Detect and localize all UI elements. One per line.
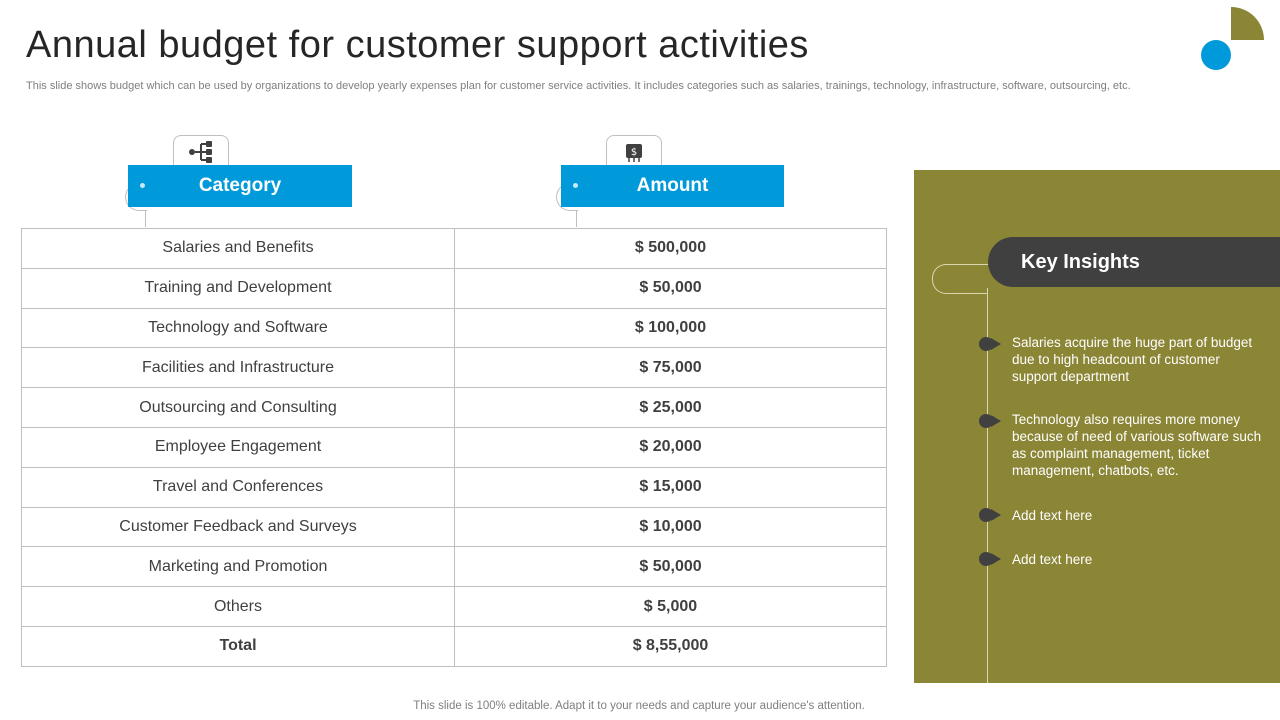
header-dot: [140, 183, 145, 188]
category-cell: Outsourcing and Consulting: [22, 388, 455, 428]
dollar-box-icon: [606, 135, 662, 167]
header-connector-tail: [576, 211, 577, 227]
bullet-arrow-icon: [979, 507, 1001, 523]
category-cell: Technology and Software: [22, 308, 455, 348]
slide-title: Annual budget for customer support activities: [26, 24, 809, 66]
category-cell: Training and Development: [22, 268, 455, 308]
table-row: [22, 348, 887, 388]
amount-cell: $ 20,000: [455, 427, 887, 467]
table-row: [22, 587, 887, 627]
total-amount-cell: $ 8,55,000: [455, 626, 887, 666]
total-row: [22, 626, 887, 666]
insight-text: Add text here: [1012, 508, 1093, 523]
category-cell: Employee Engagement: [22, 427, 455, 467]
amount-cell: $ 15,000: [455, 467, 887, 507]
bullet-arrow-icon: [979, 336, 1001, 352]
table-row: [22, 388, 887, 428]
amount-cell: $ 5,000: [455, 587, 887, 627]
hierarchy-icon: [173, 135, 229, 167]
amount-cell: $ 10,000: [455, 507, 887, 547]
amount-cell: $ 100,000: [455, 308, 887, 348]
table-row: [22, 427, 887, 467]
decorative-circle: [1201, 40, 1231, 70]
insight-text: Salaries acquire the huge part of budget due to high headcount of customer support department: [1012, 335, 1253, 384]
table-row: [22, 467, 887, 507]
footer-note: This slide is 100% editable. Adapt it to your needs and capture your audience's attention.: [413, 700, 865, 712]
table-row: [22, 268, 887, 308]
category-header: [128, 165, 352, 207]
amount-header: [561, 165, 784, 207]
decorative-quarter-circle: [1231, 7, 1264, 40]
amount-cell: $ 50,000: [455, 268, 887, 308]
bullet-arrow-icon: [979, 413, 1001, 429]
svg-text:$: $: [630, 146, 638, 158]
category-cell: Marketing and Promotion: [22, 547, 455, 587]
insights-connector: [932, 264, 988, 294]
bullet-arrow-icon: [979, 551, 1001, 567]
category-cell: Travel and Conferences: [22, 467, 455, 507]
total-label-cell: Total: [22, 626, 455, 666]
slide-subtitle: This slide shows budget which can be used by organizations to develop yearly expenses plan for customer service activities. It includes categories such as salaries, trainings, technology, infrastructure, software, outsourcing, etc.: [26, 80, 1131, 92]
table-row: [22, 507, 887, 547]
table-row: [22, 229, 887, 269]
amount-cell: $ 50,000: [455, 547, 887, 587]
amount-cell: $ 25,000: [455, 388, 887, 428]
category-header-label: Category: [198, 175, 282, 196]
table-row: [22, 308, 887, 348]
category-cell: Salaries and Benefits: [22, 229, 455, 269]
insight-text: Add text here: [1012, 552, 1093, 567]
header-dot: [573, 183, 578, 188]
category-cell: Facilities and Infrastructure: [22, 348, 455, 388]
key-insights-label: Key Insights: [1021, 250, 1140, 273]
amount-header-label: Amount: [636, 175, 709, 196]
insight-text: Technology also requires more money because of need of various software such as complaint management, ticket management, chatbots, etc.: [1012, 412, 1262, 478]
budget-table: [21, 228, 887, 667]
category-cell: Others: [22, 587, 455, 627]
key-insights-heading: [988, 237, 1280, 287]
amount-cell: $ 500,000: [455, 229, 887, 269]
amount-cell: $ 75,000: [455, 348, 887, 388]
header-connector-tail: [145, 211, 146, 227]
table-row: [22, 547, 887, 587]
category-cell: Customer Feedback and Surveys: [22, 507, 455, 547]
